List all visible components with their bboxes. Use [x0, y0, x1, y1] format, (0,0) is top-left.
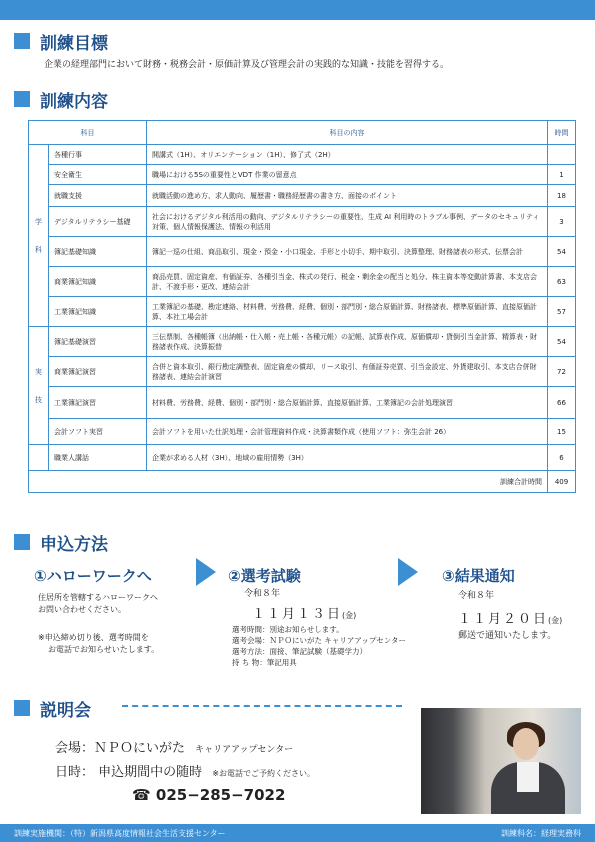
row-subject: 安全衛生 — [49, 165, 147, 185]
briefing-heading — [14, 697, 91, 719]
goal-title: 訓練目標 — [40, 33, 108, 54]
heading-square-icon — [14, 91, 30, 107]
step3-title: ③結果通知 — [442, 567, 515, 585]
table-row — [29, 387, 576, 419]
row-content: 会計ソフトを用いた仕訳処理・会計管理資料作成・決算書類作成（使用ソフト：弥生会計 26） — [147, 419, 548, 445]
row-subject: 商業簿記知識 — [49, 267, 147, 297]
row-content: 工業簿記の基礎、勘定連絡、材料費、労務費、経費、個別・部門別・総合原価計算、財務諸表、標準原価計算、直接原価計算、本社工場会計 — [147, 297, 548, 327]
row-subject: 簿記基礎演習 — [49, 327, 147, 357]
row-hours: 1 — [548, 165, 576, 185]
table-header-row — [29, 121, 576, 145]
apply-heading — [14, 531, 108, 553]
row-subject: 工業簿記演習 — [49, 387, 147, 419]
row-subject: 会計ソフト実習 — [49, 419, 147, 445]
row-content: 材料費、労務費、経費、個別・部門別・総合原価計算、直接原価計算、工業簿記の会計処理演習 — [147, 387, 548, 419]
row-hours: 66 — [548, 387, 576, 419]
row-content: 簿記一巡の仕組、商品取引、現金・預金・小口現金、手形と小切手、期中取引、決算整理、財務諸表の形式、伝票会計 — [147, 237, 548, 267]
step3-date: １１月２０日(金) — [458, 612, 563, 627]
arrow-right-icon — [196, 558, 216, 586]
row-hours: 54 — [548, 237, 576, 267]
step3-text: 郵送で通知いたします。 — [458, 631, 557, 641]
table-row — [29, 357, 576, 387]
content-title: 訓練内容 — [40, 91, 108, 112]
table-row — [29, 237, 576, 267]
briefing-time: 日時： 申込期間中の随時 ※お電話でご予約ください。 — [55, 765, 315, 780]
row-content: 商品売買、固定資産、有価証券、各種引当金、株式の発行、税金・剰余金の配当と処分、株主資本等変動計算書、本支店会計、不渡手形・更改、連結会計 — [147, 267, 548, 297]
row-subject: 各種行事 — [49, 145, 147, 165]
heading-square-icon — [14, 33, 30, 49]
table-row — [29, 207, 576, 237]
step3-year: 令和８年 — [458, 591, 495, 601]
table-row — [29, 267, 576, 297]
step2-date: １１月１３日(金) — [252, 607, 357, 622]
row-hours — [548, 145, 576, 165]
row-content: 合併と資本取引、銀行勘定調整表、固定資産の償却、リース取引、有価証券売買、引当金設定、外貨建取引、本支店合併財務諸表、連結会計演習 — [147, 357, 548, 387]
row-subject: 職業人講話 — [49, 445, 147, 471]
row-content: 就職活動の進め方、求人動向、履歴書・職務経歴書の書き方、面接のポイント — [147, 185, 548, 207]
footer-org: 訓練実施機関：（特）新潟県高度情報社会生活支援センター — [14, 828, 226, 838]
curriculum-table — [28, 120, 576, 493]
phone-icon: ☎ — [132, 786, 151, 804]
briefing-title: 説明会 — [40, 700, 91, 721]
row-hours: 6 — [548, 445, 576, 471]
goal-text: 企業の経理部門において財務・税務会計・原価計算及び管理会計の実践的な知識・技能を習得する。 — [44, 60, 450, 70]
row-hours: 57 — [548, 297, 576, 327]
total-hours: 409 — [548, 471, 576, 493]
header-content: 科目の内容 — [147, 121, 548, 145]
top-bar — [0, 0, 595, 20]
footer-course: 訓練科名：経理実務科 — [501, 828, 581, 838]
row-subject: 商業簿記演習 — [49, 357, 147, 387]
row-content: 社会におけるデジタル利活用の動向、デジタルリテラシーの重要性、生成 AI 利用時のトラブル事例、データのセキュリティ対策、個人情報保護法、情報の利活用 — [147, 207, 548, 237]
row-hours: 72 — [548, 357, 576, 387]
header-hours: 時間 — [548, 121, 576, 145]
row-subject: デジタルリテラシー基礎 — [49, 207, 147, 237]
briefing-phone[interactable]: ☎ 025−285−7022 — [132, 786, 286, 804]
table-row — [29, 145, 576, 165]
dashed-divider — [122, 705, 402, 707]
row-content: 企業が求める人材（3H）、地域の雇用情勢（3H） — [147, 445, 548, 471]
step1-title: ①ハローワークへ — [34, 567, 152, 585]
step1-note: ※申込締め切り後、選考時間を お電話でお知らせいたします。 — [38, 633, 160, 654]
table-total-row — [29, 471, 576, 493]
row-subject: 就職支援 — [49, 185, 147, 207]
heading-square-icon — [14, 700, 30, 716]
row-hours: 3 — [548, 207, 576, 237]
briefing-venue: 会場：ＮＰＯにいがた キャリアアップセンター — [55, 741, 294, 756]
header-subject: 科目 — [29, 121, 147, 145]
total-label: 訓練合計時間 — [29, 471, 548, 493]
table-row — [29, 297, 576, 327]
step2-title: ②選考試験 — [228, 567, 301, 585]
staff-photo — [421, 708, 581, 814]
category-jitsugi: 実 技 — [29, 327, 49, 445]
row-content: 開講式（1H）、オリエンテーション（1H）、修了式（2H） — [147, 145, 548, 165]
row-content: 職場における5Sの重要性とVDT 作業の留意点 — [147, 165, 548, 185]
row-hours: 54 — [548, 327, 576, 357]
table-row — [29, 185, 576, 207]
row-hours: 15 — [548, 419, 576, 445]
table-row — [29, 327, 576, 357]
apply-title: 申込方法 — [40, 534, 108, 555]
row-subject: 簿記基礎知識 — [49, 237, 147, 267]
row-content: 三伝票制、各種帳簿（出納帳・仕入帳・売上帳・各種元帳）の記帳、試算表作成、原価償却・貸倒引当金計算、精算表・財務諸表作成、決算振替 — [147, 327, 548, 357]
row-hours: 63 — [548, 267, 576, 297]
row-hours: 18 — [548, 185, 576, 207]
table-row — [29, 445, 576, 471]
content-heading — [14, 88, 108, 110]
step2-info: 選考時間：別途お知らせします。 選考会場：ＮＰＯにいがた キャリアアップセンター 選考方法：面接、筆記試験（基礎学力） 持 ち 物：筆記用具 — [232, 625, 406, 667]
goal-heading — [14, 30, 108, 52]
heading-square-icon — [14, 534, 30, 550]
table-row — [29, 165, 576, 185]
category-gakka: 学 科 — [29, 145, 49, 327]
step1-text: 住居所を管轄するハローワークへ お問い合わせください。 — [38, 593, 158, 614]
footer-bar — [0, 824, 595, 842]
arrow-right-icon — [398, 558, 418, 586]
row-subject: 工業簿記知識 — [49, 297, 147, 327]
table-row — [29, 419, 576, 445]
step2-year: 令和８年 — [244, 589, 281, 599]
